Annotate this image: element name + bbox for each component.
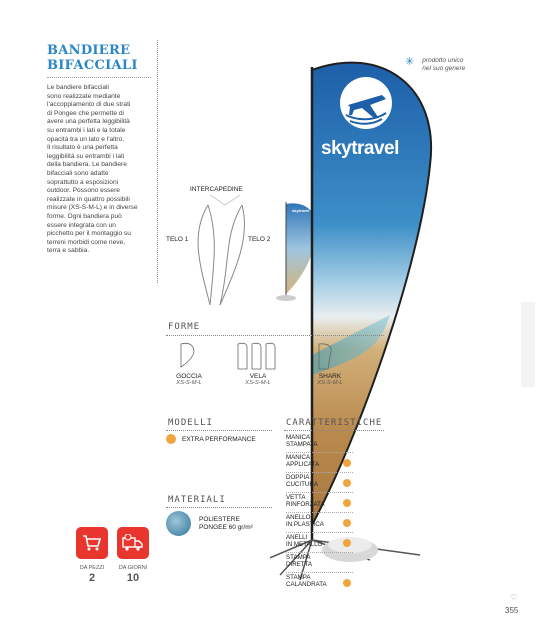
feature-label: STAMPA CALANDRATA: [286, 574, 327, 588]
feature-item: [286, 573, 353, 593]
feature-label: MANICA APPLICATA: [286, 454, 320, 468]
feature-dot: [343, 499, 351, 507]
caratteristiche-divider: [284, 430, 384, 431]
label-intercapedine: INTERCAPEDINE: [190, 186, 243, 193]
min-quantity-badge: [76, 527, 108, 559]
feature-label: ANELLO IN PLASTICA: [286, 514, 324, 528]
section-title-forme: FORME: [168, 322, 201, 332]
form-goccia-sizes: XS-S-M-L: [176, 380, 202, 386]
cart-icon: [82, 534, 102, 552]
form-shark-sizes: XS-S-M-L: [317, 380, 343, 386]
feature-dot: [343, 579, 351, 587]
form-goccia: [154, 373, 224, 386]
feature-label: STAMPA DIRETTA: [286, 554, 313, 568]
feature-dot: [343, 459, 351, 467]
section-title-caratteristiche: CARATTERISTICHE: [286, 418, 383, 428]
form-vela-name: VELA: [249, 373, 267, 380]
feature-item: [286, 473, 353, 493]
delivery-days-badge: [117, 527, 149, 559]
feature-label: MANICA STAMPATA: [286, 434, 318, 448]
feature-item: [286, 513, 353, 533]
feature-dot: [343, 539, 351, 547]
material-row: [166, 511, 253, 536]
note-text: prodotto unico nel suo genere: [422, 57, 466, 72]
feature-dot: [343, 519, 351, 527]
label-telo2: TELO 2: [248, 236, 271, 243]
vela-shape-icon: [236, 341, 280, 371]
side-brand-tab: [521, 302, 535, 387]
feature-label: DOPPIA CUCITURA: [286, 474, 318, 488]
title-divider: [47, 77, 151, 78]
material-label: POLIESTERE PONGEE 60 gr/m²: [199, 515, 253, 531]
form-shark: [295, 373, 365, 386]
page-number: 355: [505, 606, 519, 615]
fabric-swatch: [166, 511, 191, 536]
goccia-shape-icon: [178, 341, 198, 369]
model-dot: [166, 434, 176, 444]
small-flag-brand: skytravel: [292, 208, 310, 213]
delivery-days-label: DA GIORNI: [118, 565, 148, 571]
feature-dot: [343, 479, 351, 487]
feature-item: [286, 433, 353, 453]
feature-item: [286, 533, 353, 553]
shark-shape-icon: [316, 341, 336, 371]
intro-text: Le bandiere bifacciali sono realizzate mediante l'accoppiamento di due strati di Pongee che permette di avere una perfetta leggibilità su entrambi i lati e la totale opacità tra un lato e l'altro. Il risultato è una perfetta leggibilità su entrambi i lati della bandiera. Le bandiere bifacciali sono adatte soprattutto a esposizioni outdoor. Possono essere realizzate in quattro possibili misure (XS-S-M-L) e in diverse forme. Ogni bandiera può essere integrata con un picchetto per il montaggio su terreni morbidi come neve, terra e sabbia.: [47, 84, 138, 255]
section-title-materiali: MATERIALI: [168, 495, 226, 505]
feature-item: [286, 553, 353, 573]
feature-label: ANELLI IN METALLO: [286, 534, 323, 548]
delivery-truck-icon: [122, 534, 144, 552]
layer-diagram: [180, 195, 270, 315]
min-quantity-label: DA PEZZI: [79, 565, 105, 571]
column-divider: [157, 40, 158, 283]
modelli-divider: [166, 430, 272, 431]
section-title-modelli: MODELLI: [168, 418, 213, 428]
features-list: [286, 433, 353, 593]
form-vela-sizes: XS-S-M-L: [245, 380, 271, 386]
page-title: BANDIERE BIFACCIALI: [47, 43, 138, 73]
delivery-days-value: 10: [126, 572, 140, 584]
model-extra-performance: [166, 434, 256, 444]
form-vela: [223, 373, 293, 386]
flag-brand-text: skytravel: [321, 138, 399, 159]
materiali-divider: [166, 507, 272, 508]
label-telo1: TELO 1: [166, 236, 189, 243]
model-label: EXTRA PERFORMANCE: [182, 435, 256, 443]
page-ornament-icon: ♡: [510, 593, 518, 602]
form-shark-name: SHARK: [318, 373, 342, 380]
feature-item: [286, 493, 353, 513]
min-quantity-value: 2: [88, 572, 96, 584]
forme-divider: [166, 335, 384, 336]
feature-label: VETTA RINFORZATA: [286, 494, 325, 508]
feature-item: [286, 453, 353, 473]
form-goccia-name: GOCCIA: [176, 373, 202, 380]
asterisk-icon: ✳: [405, 56, 415, 68]
